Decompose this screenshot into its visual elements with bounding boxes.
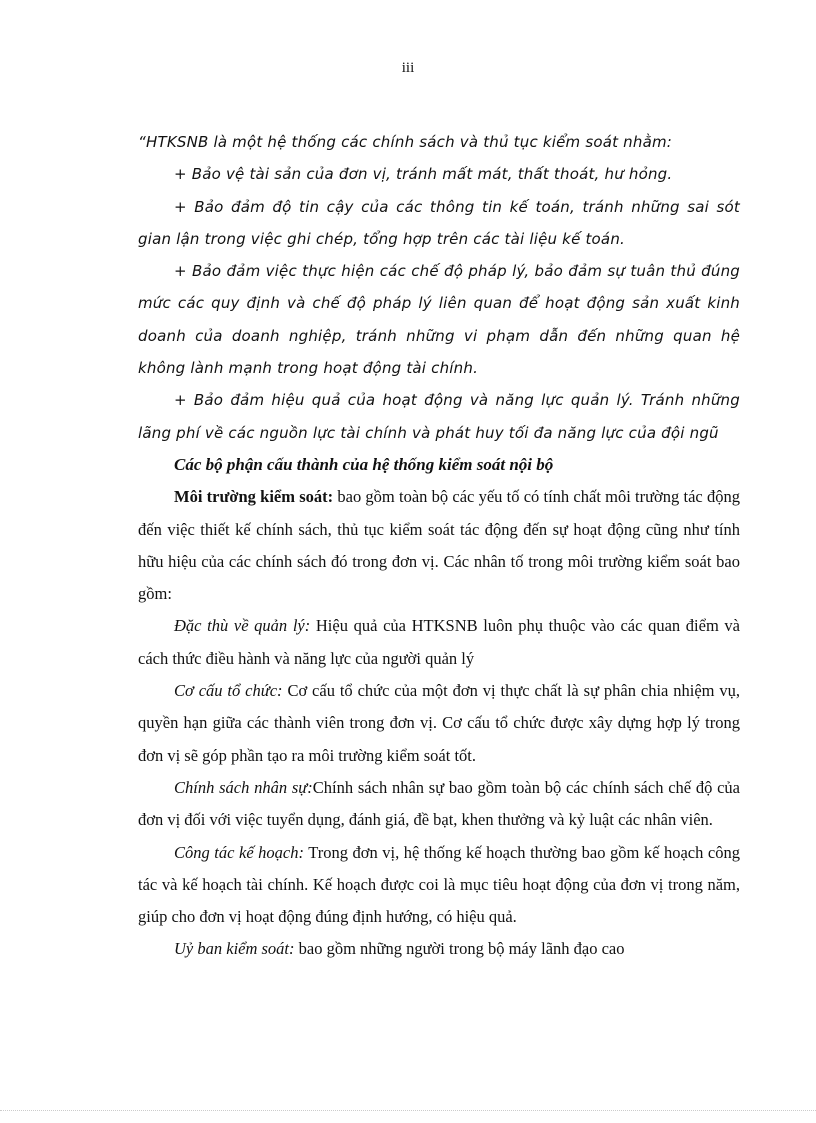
quote-item: + Bảo đảm độ tin cậy của các thông tin kế toán, tránh những sai sót gian lận trong việc ghi chép, tổng hợp trên các tài liệu kế toán.	[138, 197, 740, 248]
paragraph-management	[138, 610, 740, 675]
quote-item: + Bảo vệ tài sản của đơn vị, tránh mất mát, thất thoát, hư hỏng.	[174, 165, 673, 184]
term-planning: Công tác kế hoạch:	[174, 842, 304, 862]
paragraph-environment	[138, 481, 740, 610]
term-audit-committee: Uỷ ban kiểm soát:	[174, 939, 295, 959]
text-environment: bao gồm toàn bộ các yếu tố có tính chất môi trường tác động đến việc thiết kế chính sách, thủ tục kiểm soát tác động đến sự hoạt động cũng như tính hữu hiệu của các chính sách đó trong đơn vị. Các nhân tố trong môi trường kiểm soát bao gồm:	[138, 487, 740, 604]
term-management: Đặc thù về quản lý:	[174, 616, 311, 636]
quote-item: + Bảo đảm hiệu quả của hoạt động và năng lực quản lý. Tránh những lãng phí về các nguồn lực tài chính và phát huy tối đa năng lực của đội ngũ	[138, 391, 740, 442]
quote-item: + Bảo đảm việc thực hiện các chế độ pháp lý, bảo đảm sự tuân thủ đúng mức các quy định và chế độ pháp lý liên quan để hoạt động sản xuất kinh doanh của doanh nghiệp, tránh những vi phạm dẫn đến những quan hệ không lành mạnh trong hoạt động tài chính.	[138, 262, 740, 378]
page-bottom-divider	[0, 1110, 816, 1112]
term-hr: Chính sách nhân sự:	[174, 777, 313, 797]
paragraph-audit-committee	[138, 933, 740, 965]
paragraph-organization	[138, 675, 740, 772]
term-organization: Cơ cấu tổ chức:	[174, 681, 283, 701]
section-heading: Các bộ phận cấu thành của hệ thống kiểm soát nội bộ	[174, 454, 554, 474]
quote-intro: “HTKSNB là một hệ thống các chính sách và thủ tục kiểm soát nhằm:	[138, 133, 673, 151]
text-planning: Trong đơn vị, hệ thống kế hoạch thường bao gồm kế hoạch công tác và kế hoạch tài chính. Kế hoạch được coi là mục tiêu hoạt động của đơn vị trong năm, giúp cho đơn vị hoạt động đúng định hướng, có hiệu quả.	[138, 842, 740, 927]
paragraph-hr	[138, 772, 740, 837]
paragraph-planning	[138, 837, 740, 934]
text-audit-committee: bao gồm những người trong bộ máy lãnh đạo cao	[294, 939, 625, 959]
text-management: Hiệu quả của HTKSNB luôn phụ thuộc vào các quan điểm và cách thức điều hành và năng lực của người quản lý	[138, 616, 741, 668]
page-number: iii	[401, 60, 415, 76]
term-environment: Môi trường kiểm soát:	[174, 487, 334, 507]
document-body	[138, 126, 740, 966]
text-organization: Cơ cấu tổ chức của một đơn vị thực chất là sự phân chia nhiệm vụ, quyền hạn giữa các thành viên trong đơn vị. Cơ cấu tổ chức được xây dựng hợp lý trong đơn vị sẽ góp phần tạo ra môi trường kiểm soát tốt.	[138, 681, 740, 765]
text-hr: Chính sách nhân sự bao gồm toàn bộ các chính sách chế độ của đơn vị đối với việc tuyển dụng, đánh giá, đề bạt, khen thưởng và kỷ luật các nhân viên.	[138, 777, 741, 830]
